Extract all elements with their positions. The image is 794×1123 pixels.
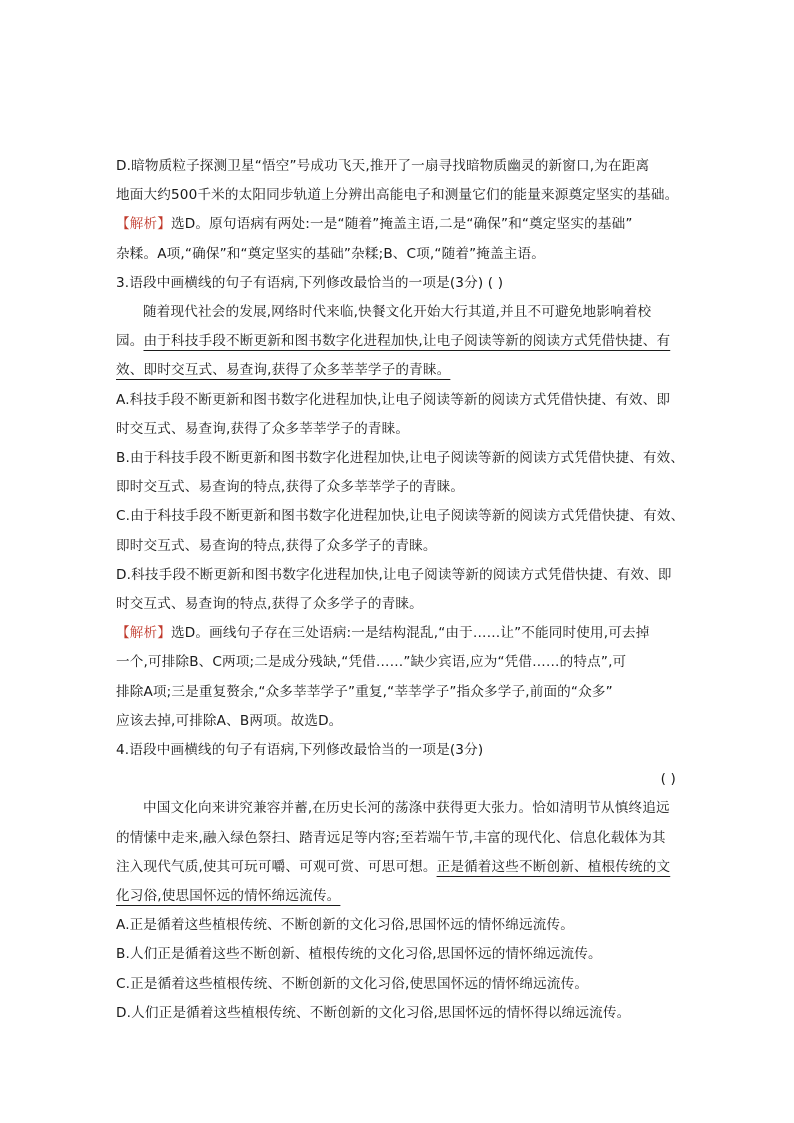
analysis-line: 杂糅。A项,“确保”和“奠定坚实的基础”杂糅;B、C项,“随着”掩盖主语。	[116, 245, 545, 262]
underlined-sentence: 由于科技手段不断更新和图书数字化进程加快,让电子阅读等新的阅读方式凭借快捷、有	[143, 333, 671, 350]
option-a-line: A.正是循着这些植根传统、不断创新的文化习俗,思国怀远的情怀绵远流传。	[116, 917, 574, 934]
passage-line	[116, 853, 682, 882]
option-d-line: 时交互式、易查询的特点,获得了众多学子的青睐。	[116, 596, 423, 613]
analysis-text: 选D。原句语病有两处:一是“随着”掩盖主语,二是“确保”和“奠定坚实的基础”	[170, 216, 633, 233]
underlined-sentence: 化习俗,使思国怀远的情怀绵远流传。	[116, 888, 341, 905]
analysis-tag: 【解析】	[116, 216, 171, 233]
option-d-line: D.人们正是循着这些植根传统、不断创新的文化习俗,思国怀远的情怀得以绵远流传。	[116, 1004, 631, 1021]
passage-text: 注入现代气质,使其可玩可嚼、可观可赏、可思可想。	[116, 858, 437, 875]
answer-blank: ( )	[660, 771, 676, 788]
analysis-line	[116, 619, 682, 648]
analysis-line: 应该去掉,可排除A、B两项。故选D。	[116, 712, 343, 729]
passage-line	[116, 327, 682, 356]
option-c-line: C.由于科技手段不断更新和图书数字化进程加快,让电子阅读等新的阅读方式凭借快捷、有效、	[116, 508, 685, 525]
option-a-line: 时交互式、易查询,获得了众多莘莘学子的青睐。	[116, 420, 410, 437]
question-4-title: 4.语段中画横线的句子有语病,下列修改最恰当的一项是(3分)	[116, 742, 484, 759]
option-d-line: 地面大约500千米的太阳同步轨道上分辨出高能电子和测量它们的能量来源奠定坚实的基础。	[116, 187, 679, 204]
underlined-sentence: 效、即时交互式、易查询,获得了众多莘莘学子的青睐。	[116, 362, 451, 379]
passage-line: 中国文化向来讲究兼容并蓄,在历史长河的荡涤中获得更大张力。恰如清明节从慎终追远	[143, 800, 670, 817]
analysis-text: 选D。画线句子存在三处语病:一是结构混乱,“由于……让”不能同时使用,可去掉	[170, 625, 650, 642]
option-b-line: 即时交互式、易查询的特点,获得了众多莘莘学子的青睐。	[116, 479, 465, 496]
option-c-line: 即时交互式、易查询的特点,获得了众多学子的青睐。	[116, 537, 437, 554]
analysis-tag: 【解析】	[116, 625, 171, 642]
passage-line: 的情愫中走来,融入绿色祭扫、踏青远足等内容;至若端午节,丰富的现代化、信息化载体为其	[116, 829, 666, 846]
option-d-line: D.科技手段不断更新和图书数字化进程加快,让电子阅读等新的阅读方式凭借快捷、有效、即	[116, 566, 672, 583]
passage-line	[116, 356, 682, 385]
question-3-title: 3.语段中画横线的句子有语病,下列修改最恰当的一项是(3分) ( )	[116, 274, 504, 291]
underlined-sentence: 正是循着这些不断创新、植根传统的文	[436, 858, 671, 875]
passage-text: 园。	[116, 333, 144, 350]
option-b-line: B.人们正是循着这些不断创新、植根传统的文化习俗,思国怀远的情怀绵远流传。	[116, 946, 602, 963]
analysis-line: 一个,可排除B、C两项;二是成分残缺,“凭借……”缺少宾语,应为“凭借……的特点”,可	[116, 654, 627, 671]
analysis-line	[116, 210, 682, 239]
document-page	[116, 152, 685, 1028]
passage-line: 随着现代社会的发展,网络时代来临,快餐文化开始大行其道,并且不可避免地影响着校	[143, 304, 652, 321]
option-b-line: B.由于科技手段不断更新和图书数字化进程加快,让电子阅读等新的阅读方式凭借快捷、有效、	[116, 450, 685, 467]
option-a-line: A.科技手段不断更新和图书数字化进程加快,让电子阅读等新的阅读方式凭借快捷、有效、即	[116, 391, 671, 408]
option-c-line: C.正是循着这些植根传统、不断创新的文化习俗,使思国怀远的情怀绵远流传。	[116, 975, 589, 992]
passage-line	[116, 882, 682, 911]
analysis-line: 排除A项;三是重复赘余,“众多莘莘学子”重复,“莘莘学子”指众多学子,前面的“众多”	[116, 683, 613, 700]
option-d-line: D.暗物质粒子探测卫星“悟空”号成功飞天,推开了一扇寻找暗物质幽灵的新窗口,为在距离	[116, 158, 650, 174]
